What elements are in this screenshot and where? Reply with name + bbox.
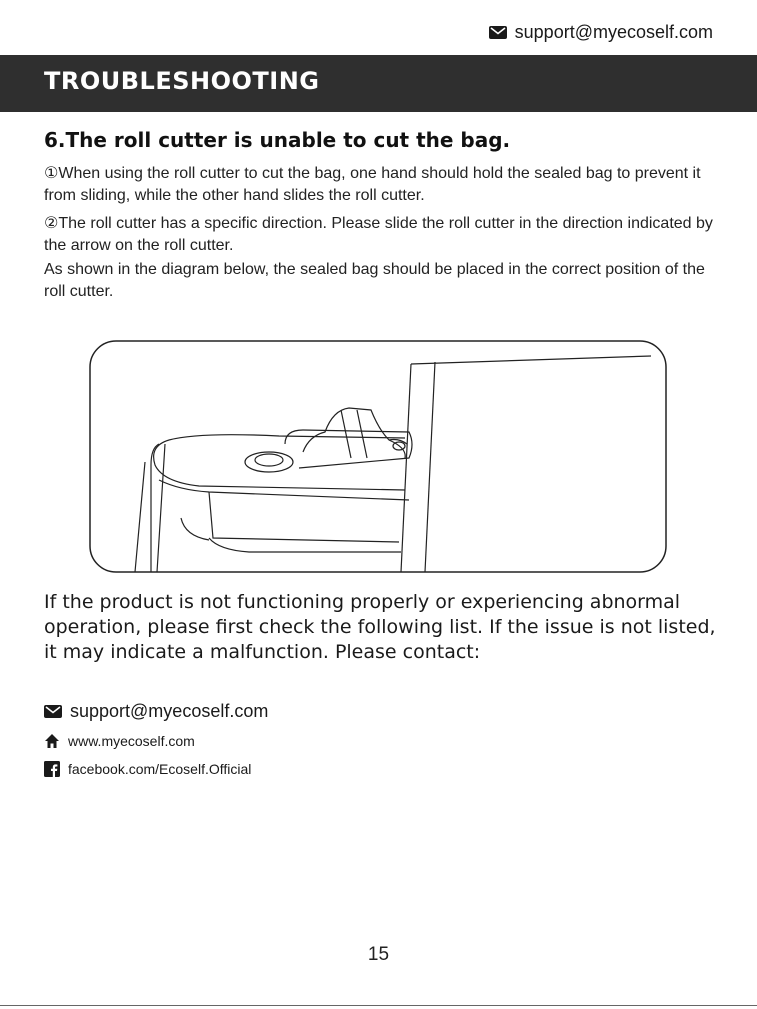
section-banner	[0, 55, 757, 112]
header-email[interactable]	[489, 22, 713, 43]
roll-cutter-diagram	[89, 340, 667, 573]
paragraph-2: ②The roll cutter has a specific direction. Please slide the roll cutter in the direction indicated by the arrow on the roll cutter.	[44, 215, 713, 254]
home-icon	[44, 733, 60, 749]
header-email-text: support@myecoself.com	[514, 22, 713, 42]
contact-website-text: www.myecoself.com	[68, 733, 195, 749]
page-number: 15	[367, 944, 390, 965]
bottom-rule	[0, 1005, 757, 1006]
paragraph-3: As shown in the diagram below, the sealed bag should be placed in the correct position of the roll cutter.	[44, 261, 705, 300]
contact-email-text: support@myecoself.com	[70, 701, 269, 721]
section-heading: 6.The roll cutter is unable to cut the bag.	[44, 128, 511, 152]
envelope-icon	[489, 26, 507, 39]
diagram-frame	[90, 341, 666, 572]
contact-intro: If the product is not functioning properly or experiencing abnormal operation, please first check the following list. If the issue is not listed, it may indicate a malfunction. Please contact:	[44, 591, 716, 663]
paragraph-1: ①When using the roll cutter to cut the bag, one hand should hold the sealed bag to prevent it from sliding, while the other hand slides the roll cutter.	[44, 165, 701, 204]
contact-website[interactable]	[44, 733, 195, 749]
contact-email[interactable]	[44, 701, 268, 722]
envelope-icon	[44, 705, 62, 718]
contact-facebook-text: facebook.com/Ecoself.Official	[68, 761, 252, 777]
banner-title: TROUBLESHOOTING	[44, 67, 320, 95]
contact-facebook[interactable]	[44, 761, 251, 777]
facebook-icon	[44, 761, 60, 777]
